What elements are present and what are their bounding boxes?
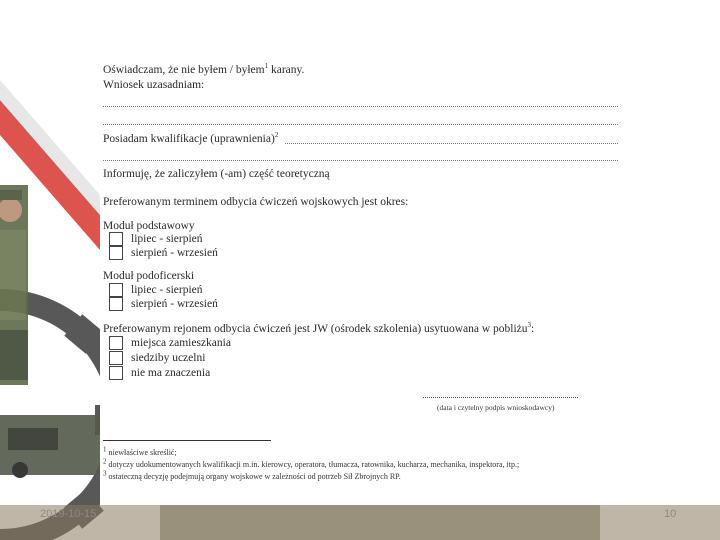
footnote-1-text: niewłaściwe skreślić; xyxy=(108,448,177,457)
qualifications-text: Posiadam kwalifikacje (uprawnienia) xyxy=(103,133,275,145)
conviction-text: Oświadczam, że nie byłem / byłem xyxy=(103,64,265,76)
signature-caption: (data i czytelny podpis wnioskodawcy) xyxy=(437,403,555,412)
checkbox-region-residence[interactable] xyxy=(109,336,123,350)
checkbox-nco-aug-sep[interactable] xyxy=(109,297,123,311)
justification-line-1[interactable] xyxy=(103,106,618,107)
footnote-3 xyxy=(103,469,401,482)
footnote-divider xyxy=(103,440,271,441)
justification-label: Wniosek uzasadniam: xyxy=(103,79,205,91)
qualifications-line-2[interactable] xyxy=(103,160,618,161)
footnote-2-number: 2 xyxy=(103,457,107,466)
theory-statement: Informuję, że zaliczyłem (-am) część teoretyczną xyxy=(103,168,330,180)
option-basic-jul-aug: lipiec - sierpień xyxy=(131,233,203,245)
signature-line[interactable] xyxy=(423,397,578,398)
checkbox-basic-jul-aug[interactable] xyxy=(109,232,123,246)
option-region-residence: miejsca zamieszkania xyxy=(131,337,231,349)
conviction-statement xyxy=(103,64,304,77)
qualifications-statement xyxy=(103,133,278,146)
footnote-2-text: dotyczy udokumentowanych kwalifikacji m.in. kierowcy, operatora, tłumacza, ratownika, kucharza, mechanika, inspektora, itp.; xyxy=(108,460,520,469)
checkbox-basic-aug-sep[interactable] xyxy=(109,246,123,260)
checkbox-region-any[interactable] xyxy=(109,366,123,380)
footnote-1-number: 1 xyxy=(103,445,107,454)
soldier-photo xyxy=(0,185,28,385)
option-region-university: siedziby uczelni xyxy=(131,352,206,364)
footnote-ref-1: 1 xyxy=(264,62,269,71)
module-nco-label: Moduł podoficerski xyxy=(103,270,195,282)
footnote-ref-2: 2 xyxy=(274,131,279,140)
region-heading-end: : xyxy=(531,323,535,335)
footer-date: 2019-10-15 xyxy=(40,508,97,520)
footnote-1 xyxy=(103,445,177,458)
footnote-ref-3: 3 xyxy=(527,321,532,330)
footnote-3-number: 3 xyxy=(103,469,107,478)
checkbox-nco-jul-aug[interactable] xyxy=(109,283,123,297)
qualifications-line-1[interactable] xyxy=(285,143,618,144)
option-region-any: nie ma znaczenia xyxy=(131,367,211,379)
checkbox-region-university[interactable] xyxy=(109,351,123,365)
region-heading-text: Preferowanym rejonem odbycia ćwiczeń jest JW (ośrodek szkolenia) usytuowana w pobliżu xyxy=(103,323,528,335)
footnote-2 xyxy=(103,457,520,470)
option-basic-aug-sep: sierpień - wrzesień xyxy=(131,247,218,259)
footnote-3-text: ostateczną decyzję podejmują organy wojskowe w zależności od potrzeb Sił Zbrojnych RP. xyxy=(108,472,401,481)
justification-line-2[interactable] xyxy=(103,124,618,125)
option-nco-jul-aug: lipiec - sierpień xyxy=(131,284,203,296)
page-number: 10 xyxy=(664,508,677,520)
region-heading xyxy=(103,323,534,336)
conviction-text-end: karany. xyxy=(268,64,305,76)
module-basic-label: Moduł podstawowy xyxy=(103,220,195,232)
option-nco-aug-sep: sierpień - wrzesień xyxy=(131,298,218,310)
term-heading: Preferowanym terminem odbycia ćwiczeń wojskowych jest okres: xyxy=(103,196,409,208)
vehicle-photo xyxy=(0,415,100,478)
